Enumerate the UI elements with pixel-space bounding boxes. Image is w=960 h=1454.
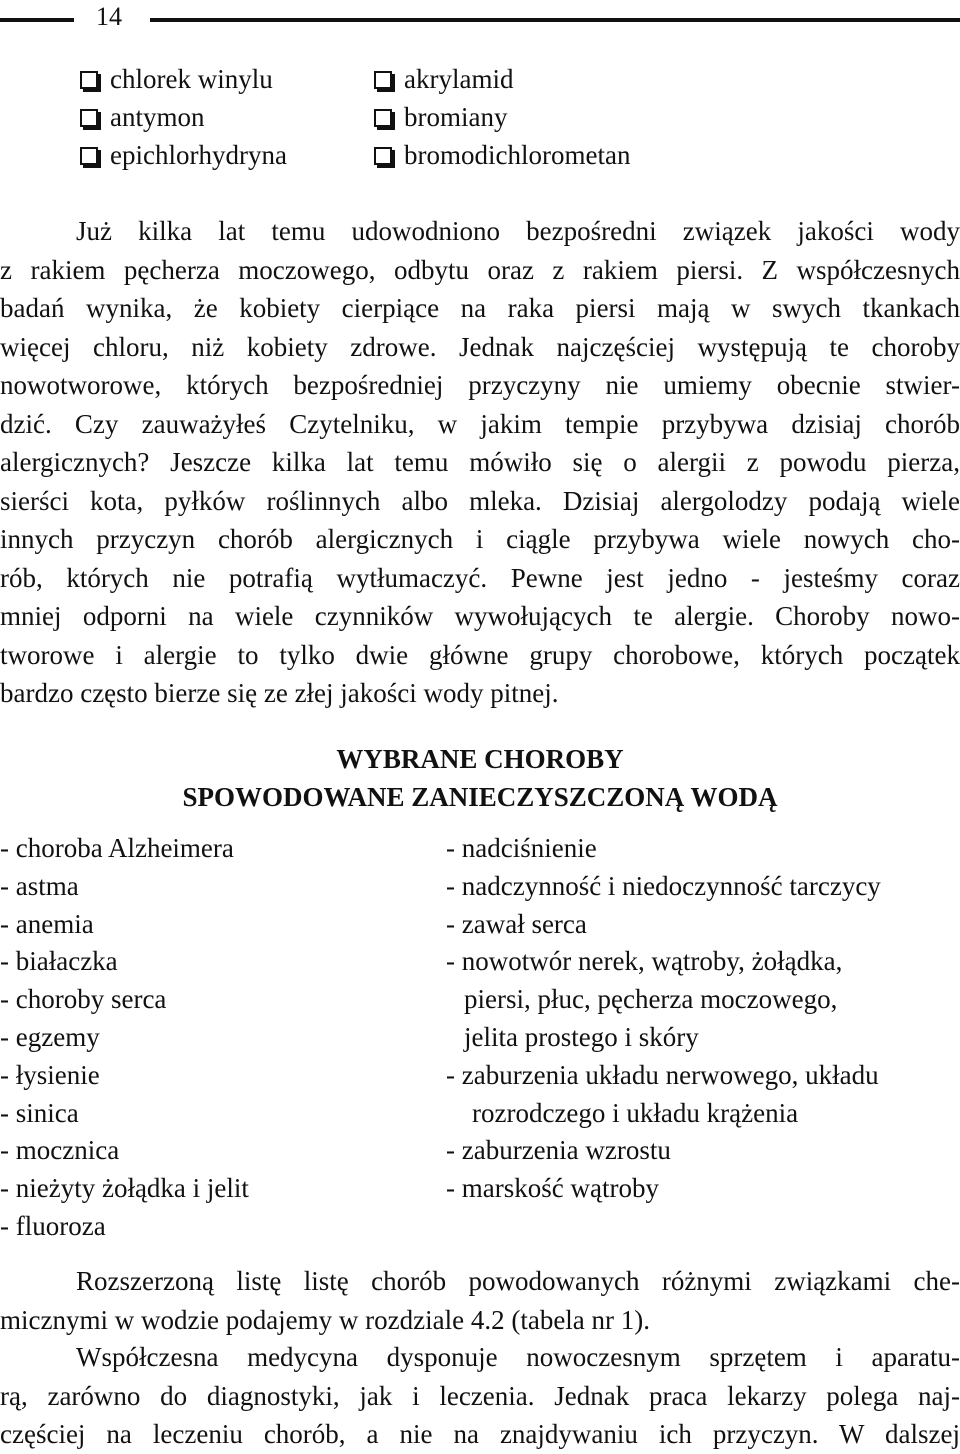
heading-line-1: WYBRANE CHOROBY (336, 744, 624, 774)
checkbox-icon (80, 109, 98, 127)
text-line: alergicznych? Jeszcze kilka lat temu mówiło się o alergii z powodu pierza, (0, 447, 960, 477)
disease-column-left (0, 830, 249, 1246)
text-line: rób, których nie potrafią wytłumaczyć. Pewne jest jedno - jesteśmy coraz (0, 562, 960, 593)
list-item: - egzemy (0, 1021, 100, 1052)
text-line: mniej odporni na wiele czynników wywołujących te alergie. Choroby nowo- (0, 601, 960, 631)
body-paragraph-2 (0, 1262, 960, 1339)
checkbox-icon (80, 71, 98, 89)
disease-column-right (446, 830, 881, 1208)
checkbox-icon (374, 71, 392, 89)
text-line: Już kilka lat temu udowodniono bezpośredni związek jakości wody (76, 216, 960, 246)
text-line: Rozszerzoną listę listę chorób powodowanych różnymi związkami che- (76, 1266, 960, 1296)
list-item: - nieżyty żołądka i jelit (0, 1173, 249, 1204)
list-item: - marskość wątroby (446, 1173, 659, 1204)
text-line: z rakiem pęcherza moczowego, odbytu oraz z rakiem piersi. Z współczesnych (0, 254, 960, 285)
list-item: - choroba Alzheimera (0, 833, 234, 863)
list-item-continuation: piersi, płuc, pęcherza moczowego, (464, 984, 838, 1015)
body-paragraph-3 (0, 1338, 960, 1454)
list-item: - nowotwór nerek, wątroby, żołądka, (446, 946, 843, 977)
text-line: Współczesna medycyna dysponuje nowoczesnym sprzętem i aparatu- (76, 1342, 960, 1372)
list-item: - nadczynność i niedoczynność tarczycy (446, 870, 881, 901)
text-line: więcej chloru, niż kobiety zdrowe. Jednak najczęściej występują te choroby (0, 331, 960, 362)
list-item: - nadciśnienie (446, 833, 597, 863)
checklist-item: akrylamid (374, 60, 630, 98)
heading-line-2: SPOWODOWANE ZANIECZYSZCZONĄ WODĄ (182, 782, 778, 812)
checklist-item: chlorek winylu (80, 60, 287, 98)
text-line: rą, zarówno do diagnostyki, jak i leczenia. Jednak praca lekarzy polega naj- (0, 1380, 960, 1411)
checklist-column-right (374, 60, 630, 174)
text-line: bardzo często bierze się ze złej jakości wody pitnej. (0, 678, 559, 708)
list-item: - zaburzenia układu nerwowego, układu (446, 1059, 879, 1090)
checklist-item: bromiany (374, 98, 630, 136)
text-line: micznymi w wodzie podajemy w rozdziale 4.2 (tabela nr 1). (0, 1304, 651, 1335)
section-heading (0, 740, 960, 816)
list-item: - mocznica (0, 1135, 120, 1166)
page-header (0, 0, 960, 40)
checkbox-icon (374, 109, 392, 127)
checkbox-icon (80, 147, 98, 165)
list-item: - łysienie (0, 1059, 100, 1090)
page-number: 14 (96, 2, 122, 31)
header-rule-right (150, 18, 960, 22)
checklist-item: epichlorhydryna (80, 136, 287, 174)
list-item: - anemia (0, 908, 94, 939)
list-item: - astma (0, 870, 79, 901)
list-item: - zawał serca (446, 908, 587, 939)
text-line: częściej na leczeniu chorób, a nie na znajdywaniu ich przyczyn. W dalszej (0, 1419, 960, 1449)
body-paragraph-1 (0, 212, 960, 713)
text-line: sierści kota, pyłków roślinnych albo mleka. Dzisiaj alergolodzy podają wiele (0, 485, 960, 516)
text-line: badań wynika, że kobiety cierpiące na raka piersi mają w swych tkankach (0, 293, 960, 323)
checklist-item: bromodichlorometan (374, 136, 630, 174)
list-item: - sinica (0, 1097, 79, 1128)
text-line: nowotworowe, których bezpośredniej przyczyny nie umiemy obecnie stwier- (0, 370, 960, 400)
header-rule-left (0, 18, 74, 22)
checklist-item: antymon (80, 98, 287, 136)
list-item-continuation: jelita prostego i skóry (464, 1021, 699, 1052)
list-item: - białaczka (0, 946, 118, 977)
checklist-column-left (80, 60, 287, 174)
list-item: - choroby serca (0, 984, 167, 1015)
text-line: innych przyczyn chorób alergicznych i ciągle przybywa wiele nowych cho- (0, 524, 960, 554)
text-line: tworowe i alergie to tylko dwie główne grupy chorobowe, których początek (0, 639, 960, 670)
list-item-continuation: rozrodczego i układu krążenia (472, 1097, 799, 1128)
text-line: dzić. Czy zauważyłeś Czytelniku, w jakim tempie przybywa dzisiaj chorób (0, 408, 960, 439)
checkbox-icon (374, 147, 392, 165)
list-item: - zaburzenia wzrostu (446, 1135, 671, 1166)
list-item: - fluoroza (0, 1210, 106, 1241)
